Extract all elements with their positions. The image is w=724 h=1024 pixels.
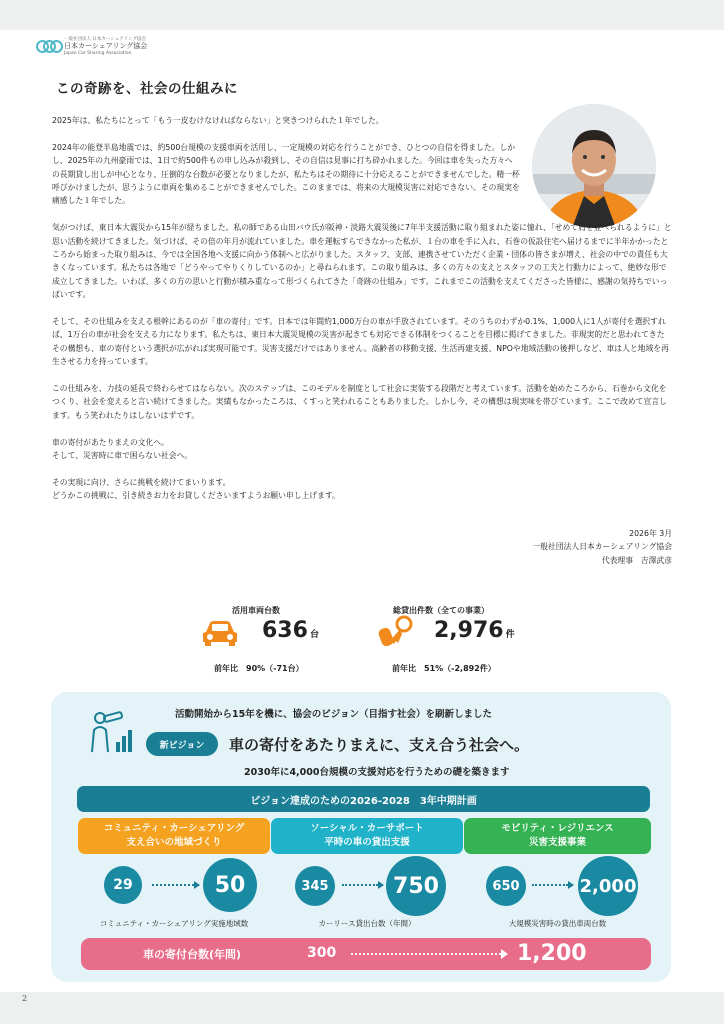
logo-name: 日本カーシェアリング協会 bbox=[64, 42, 148, 51]
community-to-circle: 50 bbox=[203, 858, 257, 912]
mobility-to-circle: 2,000 bbox=[578, 856, 638, 916]
column-header-community: コミュニティ・カーシェアリング 支え合いの地域づくり bbox=[78, 818, 270, 854]
stat-rentals-value: 2,976 件 bbox=[434, 618, 515, 643]
column-header-mobility: モビリティ・レジリエンス 災害支援事業 bbox=[464, 818, 651, 854]
paragraph-2: 2024年の能登半島地震では、約500台規模の支援車両を活用し、一定規模の対応を行うことができ、ひとつの自信を得ました。しかし、2025年の九州豪雨では、1日で約500件もの申し込みが殺到し、その自信は見事に打ち砕かれました。今回は車を失った方々への長期貸し出しが中心となり、圧倒的な台数が必要となりましたが、私たちはその期待に十分応えることができませんでした。精一杯呼びかけましたが、思うように車両を集めることができませんでした。このままでは、将来の大規模災害に対応できない。その現実を痛感した１年でした。 bbox=[52, 142, 520, 206]
donation-label: 車の寄付台数(年間) bbox=[143, 948, 242, 961]
paragraph-5: この仕組みを、力技の延長で終わらせてはならない。次のステップは、このモデルを制度として社会に実装する段階だと考えています。活動を始めたころから、石巻から文化をつくり、社会を変えると言い続けてきました。実績もなかったころは、くすっと笑われることもありました。しかし今、その構想は現実味を帯びています。ここで改めて宣言します。もう笑われたりはしないはずです。 bbox=[52, 384, 667, 420]
signature bbox=[532, 527, 672, 567]
plan-title-bar: ビジョン達成のための2026-2028 3年中期計画 bbox=[77, 786, 650, 812]
paragraph-6: 車の寄付があたりまえの文化へ。 そして、災害時に車で困らない社会へ。 bbox=[52, 437, 193, 461]
stat-vehicles-value: 636 台 bbox=[262, 618, 319, 643]
donation-from: 300 bbox=[307, 945, 337, 961]
donation-arrow-head bbox=[501, 949, 508, 959]
paragraph-7: その実現に向け、さらに挑戦を続けてまいります。 どうかこの挑戦に、引き続きお力をお貸しくださいますようお願い申し上げます。 bbox=[52, 477, 340, 501]
logo bbox=[36, 37, 147, 56]
signature-org: 一般社団法人日本カーシェアリング協会 bbox=[532, 542, 672, 552]
social-arrow-line bbox=[342, 884, 378, 886]
social-arrow-head bbox=[378, 881, 384, 889]
logo-small-line: 一般社団法人 日本カーシェアリング協会 bbox=[64, 37, 146, 42]
stat-rentals-label: 総貸出件数（全ての事業） bbox=[393, 606, 489, 615]
stat-rentals-yoy: 前年比 51%（-2,892件） bbox=[392, 664, 496, 673]
column-header-social: ソーシャル・カーサポート 平時の車の貸出支援 bbox=[271, 818, 463, 854]
vision-subline: 2030年に4,000台規模の支援対応を行うための礎を築きます bbox=[244, 767, 510, 778]
community-arrow-head bbox=[194, 881, 200, 889]
vision-statement: 車の寄付をあたりまえに、支え合う社会へ。 bbox=[229, 736, 530, 754]
mobility-arrow-head bbox=[568, 881, 574, 889]
keys-icon bbox=[376, 614, 416, 654]
vision-heading: 活動開始から15年を機に、協会のビジョン（目指す社会）を刷新しました bbox=[175, 709, 493, 720]
social-caption: カーリース貸出台数（年間） bbox=[318, 919, 416, 928]
donation-to: 1,200 bbox=[517, 941, 587, 966]
social-to-circle: 750 bbox=[386, 856, 446, 916]
stat-vehicles-label: 活用車両台数 bbox=[232, 606, 280, 615]
community-arrow-line bbox=[152, 884, 194, 886]
community-caption: コミュニティ・カーシェアリング実施地域数 bbox=[99, 919, 249, 928]
paragraph-1: 2025年は、私たちにとって「もう一皮むけなければならない」と突きつけられた１年でした。 bbox=[52, 116, 384, 125]
logo-sub: Japan Car Sharing Association bbox=[64, 50, 132, 56]
social-from-circle: 345 bbox=[295, 866, 335, 906]
telescope-person-icon bbox=[86, 708, 136, 762]
page-title: この奇跡を、社会の仕組みに bbox=[56, 81, 238, 97]
signature-person: 代表理事 吉澤武彦 bbox=[601, 555, 672, 565]
vision-badge: 新ビジョン bbox=[146, 732, 218, 756]
letter-body bbox=[52, 114, 672, 503]
page-number: 2 bbox=[22, 994, 28, 1003]
donation-bar bbox=[81, 938, 651, 970]
mobility-caption: 大規模災害時の貸出車両台数 bbox=[508, 919, 607, 928]
mobility-arrow-line bbox=[532, 884, 568, 886]
stat-vehicles-yoy: 前年比 90%（-71台） bbox=[214, 664, 304, 673]
donation-arrow-line bbox=[351, 953, 501, 955]
community-from-circle: 29 bbox=[104, 866, 142, 904]
car-icon bbox=[200, 618, 240, 652]
paragraph-4: そして、その仕組みを支える根幹にあるのが「車の寄付」です。日本では年間約1,000万台の車が手放されています。そのうちのわずか0.1%、1,000人に1人が寄付を選択すれば、1万台の車が社会を支える力になります。私たちは、東日本大震災規模の災害が起きても対応できる体制をつくることを目標に掲げてきました。非現実的だと思われてきたその構想も、車の寄付という選択が広がれば実現可能です。災害支援だけではありません。高齢者の移動支援、生活再建支援、NPOや地域活動の後押しなど、車は人と地域を再生させる力を持っています。 bbox=[52, 317, 669, 367]
signature-date: 2026年 3月 bbox=[629, 529, 672, 538]
logo-rings-icon bbox=[36, 39, 60, 55]
paragraph-3: 気がつけば、東日本大震災から15年が経ちました。私の師である山田バウ氏が阪神・淡路大震災後に7年半支援活動に取り組まれた姿に憧れ、「せめて肩を並べられるように」と思い活動を続けてきました。気づけば、その倍の年月が流れていました。車を運転すらできなかった私が、１台の車を手に入れ、石巻の仮設住宅へ届けるまでに半年かかったところから始まった取り組みは、今では全国各地へ支援に向かう体制へと広がりました。スタッフ、支部、連携させていただく企業・団体の皆さまが増え、社会の中での責任も大きくなっています。私たちは各地で「どうやってやりくりしているのか」と尋ねられます。この取り組みは、多くの方々の支えとスタッフの工夫と行動力によって、絶妙な形で成立してきました。いわば、多くの方の思いと行動が積み重なって形づくられてきた「奇跡の仕組み」です。これまでこの活動を支えてくださった皆様に、感謝の気持ちでいっぱいです。 bbox=[52, 223, 672, 300]
mobility-from-circle: 650 bbox=[486, 866, 526, 906]
